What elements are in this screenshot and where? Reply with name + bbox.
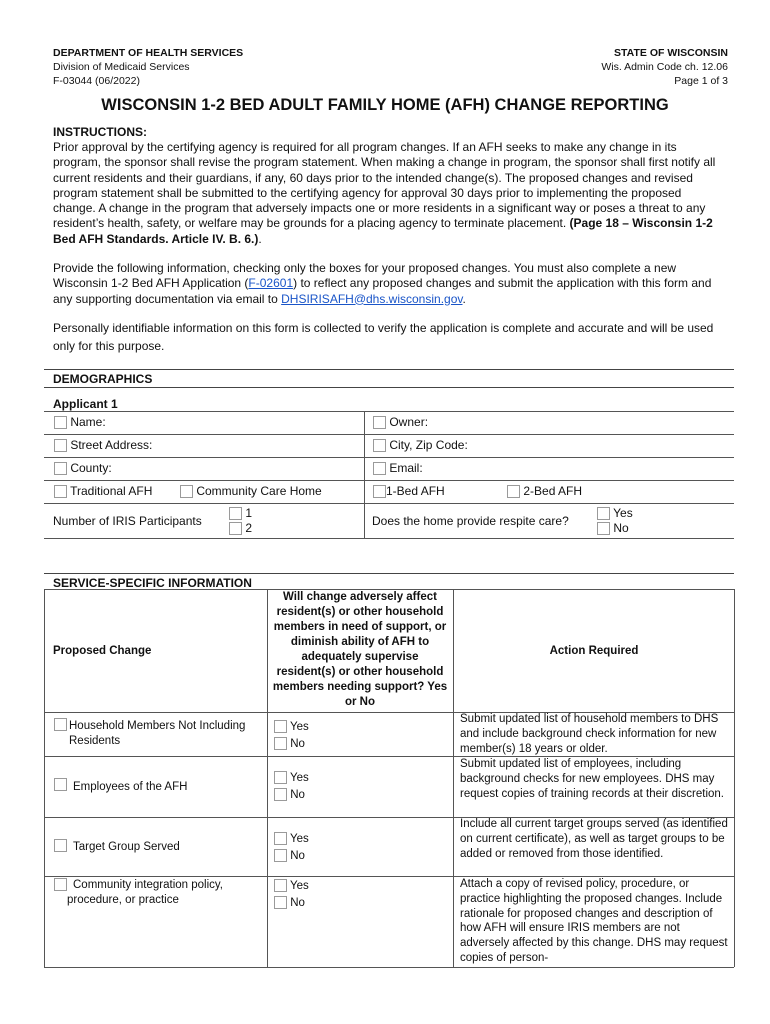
- two-bed-checkbox[interactable]: [507, 485, 520, 498]
- street-checkbox[interactable]: [54, 439, 67, 452]
- row-2-yes-no: [274, 770, 309, 804]
- col-proposed-change: Proposed Change: [53, 645, 152, 657]
- iris-label: Number of IRIS Participants: [53, 514, 202, 528]
- row-2-yes-option[interactable]: [274, 770, 309, 787]
- name-checkbox[interactable]: [54, 416, 67, 429]
- county-label: County:: [70, 461, 112, 475]
- respite-label: Does the home provide respite care?: [372, 514, 569, 528]
- row-1-change[interactable]: [54, 718, 67, 733]
- row-4-yes-checkbox[interactable]: [274, 879, 287, 892]
- row-2-checkbox[interactable]: [54, 778, 67, 791]
- instructions-paragraph-1: [53, 140, 725, 247]
- row-3-yes-label: Yes: [290, 833, 309, 845]
- state-name: STATE OF WISCONSIN: [614, 47, 728, 59]
- instructions-text: Prior approval by the certifying agency is required for all program changes. If an AFH seeks to make any change in its program, the sponsor shall revise the program statement. When making a change in program, the sponsor shall first notify all current residents and their guardians, if any, 60 days prior to the intended change(s). The proposed changes and revised program statement shall be submitted to the certifying agency for approval 30 days prior to implementing the proposed change. A change in the program that adversely impacts one or more residents in a significant way or poses a threat to any resident’s health, safety, or welfare may be grounds for a placing agency to terminate placement.: [53, 140, 716, 231]
- owner-label: Owner:: [389, 415, 429, 429]
- iris-2-checkbox[interactable]: [229, 522, 242, 535]
- row-3-no-label: No: [290, 850, 305, 862]
- row-4-no-label: No: [290, 897, 305, 909]
- row-3-yes-option[interactable]: [274, 831, 309, 848]
- row-4-change[interactable]: [54, 878, 67, 893]
- two-bed-option[interactable]: [507, 484, 582, 498]
- county-field[interactable]: [54, 461, 112, 475]
- col-adverse-effect: Will change adversely affect resident(s) or other household members in need of support, or diminish ability of AFH to adequately supervise resident(s) or other household members needing support? Yes or No: [272, 591, 448, 708]
- row-1-yes-label: Yes: [290, 721, 309, 733]
- row-1-yes-option[interactable]: [274, 719, 309, 736]
- row-1-yes-no: [274, 719, 309, 753]
- form-id: F-03044 (06/2022): [53, 75, 140, 87]
- row-4-yes-option[interactable]: [274, 878, 309, 895]
- one-bed-checkbox[interactable]: [373, 485, 386, 498]
- row-1-checkbox[interactable]: [54, 718, 67, 731]
- service-heading: SERVICE-SPECIFIC INFORMATION: [44, 573, 734, 591]
- row-3-label: Target Group Served: [73, 841, 180, 853]
- city-field[interactable]: [373, 438, 468, 452]
- row-4-label: Community integration policy, procedure, or practice: [67, 879, 223, 906]
- header-right: [601, 46, 728, 88]
- owner-field[interactable]: [373, 415, 428, 429]
- instructions-paragraph-3: Personally identifiable information on this form is collected to verify the application is complete and accurate and will be used only for this purpose.: [53, 321, 714, 353]
- row-4-checkbox[interactable]: [54, 878, 67, 891]
- traditional-afh-option[interactable]: [54, 484, 152, 498]
- iris-option-1[interactable]: [229, 506, 252, 521]
- owner-checkbox[interactable]: [373, 416, 386, 429]
- row-3-change[interactable]: [54, 839, 67, 854]
- row-3-yes-no: [274, 831, 309, 865]
- row-1-no-option[interactable]: [274, 736, 309, 753]
- respite-no-option[interactable]: [597, 521, 633, 536]
- iris-option-2[interactable]: [229, 521, 252, 536]
- email-checkbox[interactable]: [373, 462, 386, 475]
- respite-yes-checkbox[interactable]: [597, 507, 610, 520]
- page-number: Page 1 of 3: [674, 75, 728, 87]
- traditional-afh-label: Traditional AFH: [70, 484, 153, 498]
- row-2-yes-checkbox[interactable]: [274, 771, 287, 784]
- respite-options: [597, 506, 633, 536]
- row-4-yes-label: Yes: [290, 880, 309, 892]
- email-field[interactable]: [373, 461, 423, 475]
- community-care-home-label: Community Care Home: [196, 484, 322, 498]
- row-1-label: Household Members Not Including Residents: [69, 720, 246, 747]
- row-4-no-option[interactable]: [274, 895, 309, 912]
- respite-yes-option[interactable]: [597, 506, 633, 521]
- row-1-no-checkbox[interactable]: [274, 737, 287, 750]
- row-2-no-label: No: [290, 789, 305, 801]
- row-3-no-checkbox[interactable]: [274, 849, 287, 862]
- email-link[interactable]: DHSIRISAFH@dhs.wisconsin.gov: [281, 291, 463, 306]
- traditional-afh-checkbox[interactable]: [54, 485, 67, 498]
- respite-yes-label: Yes: [613, 506, 633, 520]
- name-label: Name:: [70, 415, 106, 429]
- row-2-action: Submit updated list of employees, including background checks for new employees. DHS may request copies of training records at their discretion.: [460, 758, 724, 800]
- row-2-label: Employees of the AFH: [73, 781, 188, 793]
- instructions-heading: INSTRUCTIONS:: [53, 125, 147, 139]
- instructions-period: .: [258, 231, 262, 246]
- row-4-yes-no: [274, 878, 309, 912]
- street-label: Street Address:: [70, 438, 153, 452]
- two-bed-label: 2-Bed AFH: [523, 484, 583, 498]
- one-bed-option[interactable]: [373, 484, 445, 498]
- row-4-action: Attach a copy of revised policy, procedure, or practice highlighting the proposed changes. Include rationale for proposed changes and description of how AFH will ensure IRIS members are not adversely affected by this change. DHS may request copies of person-: [460, 878, 728, 964]
- row-4-no-checkbox[interactable]: [274, 896, 287, 909]
- demographics-heading: DEMOGRAPHICS: [44, 369, 734, 388]
- city-label: City, Zip Code:: [389, 438, 468, 452]
- row-3-action: Include all current target groups served (as identified on current certificate), as well as target groups to be added or removed from those identified.: [460, 818, 728, 860]
- applicant-heading: Applicant 1: [53, 397, 118, 411]
- name-field[interactable]: [54, 415, 106, 429]
- row-2-change[interactable]: [54, 778, 67, 793]
- respite-no-checkbox[interactable]: [597, 522, 610, 535]
- row-2-no-option[interactable]: [274, 787, 309, 804]
- iris-2-label: 2: [245, 521, 253, 535]
- iris-options: [229, 506, 252, 536]
- row-1-yes-checkbox[interactable]: [274, 720, 287, 733]
- community-care-home-option[interactable]: [180, 484, 322, 498]
- county-checkbox[interactable]: [54, 462, 67, 475]
- instructions-reference: (Page 18 – Wisconsin 1-2 Bed AFH Standards. Article IV. B. 6.): [53, 216, 713, 246]
- row-2-yes-label: Yes: [290, 772, 309, 784]
- community-care-home-checkbox[interactable]: [180, 485, 193, 498]
- city-checkbox[interactable]: [373, 439, 386, 452]
- one-bed-label: 1-Bed AFH: [386, 484, 445, 498]
- p2-text-c: .: [462, 291, 466, 306]
- header-left: [53, 46, 243, 88]
- row-1-no-label: No: [290, 738, 305, 750]
- instructions-paragraph-2: [53, 261, 725, 307]
- col-action-required: Action Required: [549, 645, 639, 657]
- row-1-action: Submit updated list of household members to DHS and include background check information for new member(s) 18 years or older.: [460, 713, 719, 755]
- department-name: DEPARTMENT OF HEALTH SERVICES: [53, 47, 244, 59]
- respite-no-label: No: [613, 521, 629, 535]
- row-2-no-checkbox[interactable]: [274, 788, 287, 801]
- p2-text-b: ) to reflect any proposed changes and submit the application with this form and any supporting documentation via email to: [53, 276, 712, 306]
- iris-1-checkbox[interactable]: [229, 507, 242, 520]
- division-name: Division of Medicaid Services: [53, 61, 190, 73]
- street-field[interactable]: [54, 438, 152, 452]
- email-label: Email:: [389, 461, 423, 475]
- application-form-link[interactable]: F-02601: [248, 276, 294, 291]
- iris-1-label: 1: [245, 506, 253, 520]
- row-3-yes-checkbox[interactable]: [274, 832, 287, 845]
- p2-text-a: Provide the following information, checking only the boxes for your proposed changes. You must also complete a new Wisconsin 1-2 Bed AFH Application (: [53, 261, 677, 291]
- row-3-no-option[interactable]: [274, 848, 309, 865]
- admin-code: Wis. Admin Code ch. 12.06: [601, 61, 728, 73]
- form-title: WISCONSIN 1-2 BED ADULT FAMILY HOME (AFH) CHANGE REPORTING: [101, 96, 669, 114]
- row-3-checkbox[interactable]: [54, 839, 67, 852]
